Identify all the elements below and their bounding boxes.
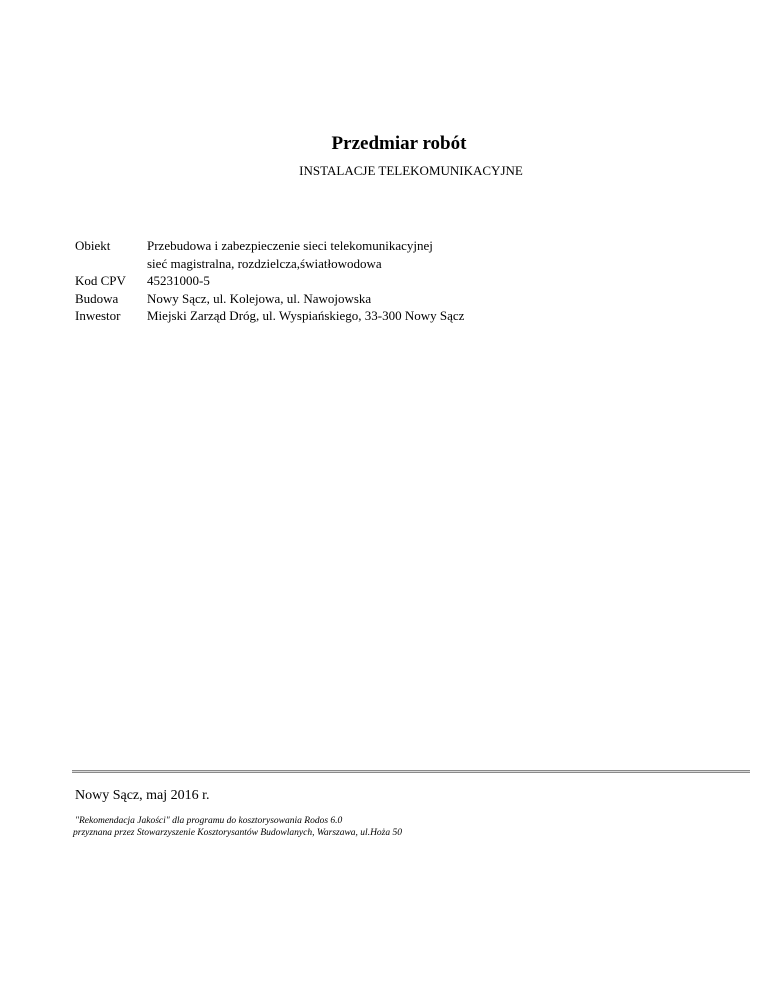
kod-cpv-value: 45231000-5 xyxy=(147,273,210,288)
info-row-inwestor xyxy=(75,307,464,325)
info-row-kod-cpv xyxy=(75,272,464,290)
kod-cpv-label: Kod CPV xyxy=(75,273,126,288)
footer-divider xyxy=(72,770,750,773)
obiekt-value xyxy=(147,237,433,272)
budowa-value: Nowy Sącz, ul. Kolejowa, ul. Nawojowska xyxy=(147,290,372,306)
footer-note-line2: przyznana przez Stowarzyszenie Kosztorysantów Budowlanych, Warszawa, ul.Hoża 50 xyxy=(73,827,403,838)
footer-note-line1: "Rekomendacja Jakości" dla programu do kosztorysowania Rodos 6.0 xyxy=(75,816,343,826)
info-row-budowa xyxy=(75,290,464,308)
document-subtitle: INSTALACJE TELEKOMUNIKACYJNE xyxy=(299,163,523,178)
project-info-block xyxy=(75,237,464,325)
footer-quality-note xyxy=(75,816,402,839)
inwestor-label: Inwestor xyxy=(75,308,121,323)
budowa-label: Budowa xyxy=(75,290,119,306)
obiekt-value-line1: Przebudowa i zabezpieczenie sieci telekomunikacyjnej xyxy=(147,238,433,253)
obiekt-value-line2: sieć magistralna, rozdzielcza,światłowodowa xyxy=(147,255,382,271)
info-row-obiekt xyxy=(75,237,464,272)
obiekt-label: Obiekt xyxy=(75,238,111,253)
inwestor-value: Miejski Zarząd Dróg, ul. Wyspiańskiego, 33-300 Nowy Sącz xyxy=(147,308,465,323)
footer-place-date: Nowy Sącz, maj 2016 r. xyxy=(75,788,210,803)
document-title: Przedmiar robót xyxy=(331,133,467,154)
